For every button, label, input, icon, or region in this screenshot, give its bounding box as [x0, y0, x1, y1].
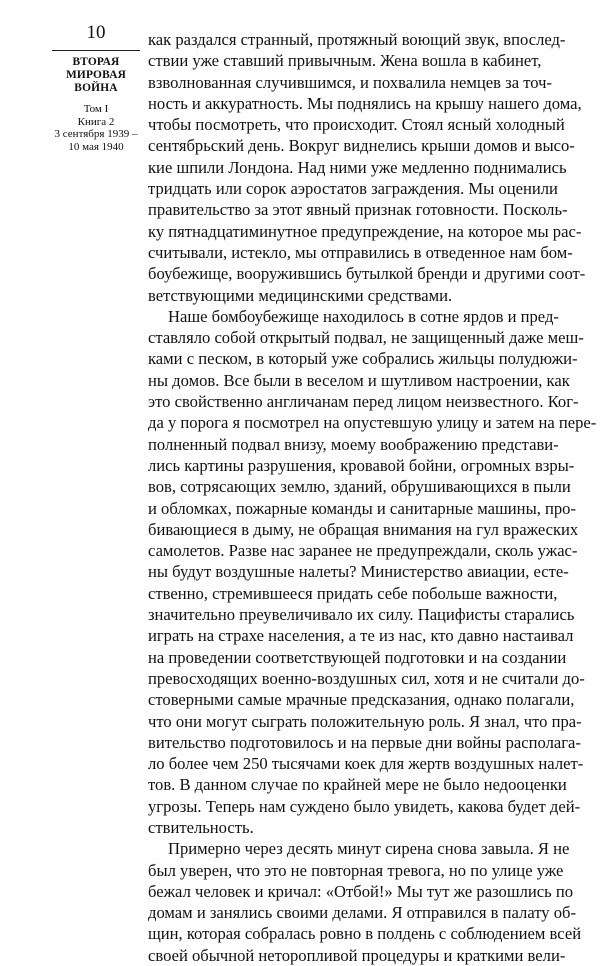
- text-line: полненный подвал внизу, моему воображению представи-: [148, 434, 559, 454]
- text-line: взволнованная случившимся, и похвалила немцев за точ-: [148, 72, 552, 92]
- text-line: да у порога я посмотрел на опустевшую улицу и затем на пере-: [148, 413, 597, 433]
- book-label: Книга 2: [77, 115, 115, 128]
- text-line: сентябрьский день. Вокруг виднелись крыши домов и высо-: [148, 136, 575, 156]
- running-sidebar: [52, 22, 140, 153]
- text-line: угрозы. Теперь нам суждено было увидеть, какова будет дей-: [148, 796, 581, 816]
- text-line: правительство за этот явный признак готовности. Посколь-: [148, 200, 568, 220]
- text-line: ствительность.: [148, 817, 254, 837]
- series-title: [52, 56, 140, 95]
- text-line: боубежище, вооружившись бутылкой бренди и другими соот-: [148, 264, 586, 284]
- text-line: ственно, стремившееся придать себе побольше важности,: [148, 583, 558, 603]
- text-line: как раздался странный, протяжный воющий звук, впослед-: [148, 30, 566, 49]
- series-title-line: ВТОРАЯ: [72, 56, 120, 68]
- date-range-start: 3 сентября 1939 –: [54, 128, 138, 140]
- text-line: ны домов. Все были в веселом и шутливом настроении, как: [148, 370, 570, 390]
- paragraph: [148, 29, 586, 306]
- text-line: тридцать или сорок аэростатов заграждения. Мы оценили: [148, 179, 558, 199]
- text-line: ветствующими медицинскими средствами.: [148, 285, 453, 305]
- text-line: бивающиеся в дыму, не обращая внимания на гул вражеских: [148, 519, 579, 539]
- text-line: тов. В данном случае по крайней мере не было недооценки: [148, 775, 567, 795]
- text-line: считывали, истекло, мы отправились в отведенное нам бом-: [148, 242, 573, 262]
- text-line: ками с песком, в который уже собрались жильцы полудюжи-: [148, 349, 578, 369]
- paragraph: [148, 838, 582, 966]
- text-line: ло более чем 250 тысячами коек для жертв воздушных налет-: [148, 754, 584, 774]
- sidebar-divider: [52, 50, 140, 51]
- text-line: вов, сотрясающих землю, зданий, обрушивающихся в пыли: [148, 477, 571, 497]
- text-line: стоверными самые мрачные предсказания, однако полагали,: [148, 690, 575, 710]
- text-line: Наше бомбоубежище находилось в сотне ярдов и пред-: [168, 306, 559, 326]
- text-line: и обломках, пожарные команды и санитарные машины, про-: [148, 498, 577, 518]
- series-title-line: МИРОВАЯ: [65, 69, 127, 81]
- body-text: [148, 29, 597, 966]
- page-number: 10: [86, 22, 106, 43]
- text-line: значительно преувеличивало их силу. Пацифисты старались: [148, 605, 575, 625]
- text-line: вительство подготовилось и на первые дни войны располага-: [148, 732, 581, 752]
- text-line: это свойственно англичанам перед лицом неизвестного. Ког-: [148, 392, 579, 412]
- text-line: ствии уже ставший привычным. Жена вошла в кабинет,: [148, 51, 542, 71]
- text-line: был уверен, что это не повторная тревога, но по улице уже: [148, 860, 564, 880]
- text-line: лись картины разрушения, кровавой бойни, огромных взры-: [148, 455, 575, 475]
- text-line: превосходящих военно-воздушных сил, хотя и не считали до-: [148, 668, 585, 688]
- volume-label: Том I: [83, 103, 109, 115]
- series-title-line: ВОЙНА: [74, 82, 118, 94]
- text-line: ность и аккуратность. Мы поднялись на крышу нашего дома,: [148, 93, 582, 113]
- date-range-end: 10 мая 1940: [68, 140, 124, 153]
- paragraph: [148, 306, 597, 838]
- text-line: Примерно через десять минут сирена снова завыла. Я не: [168, 839, 570, 859]
- text-line: ку пятнадцатиминутное предупреждение, на которое мы рас-: [148, 221, 582, 241]
- text-line: самолетов. Разве нас заранее не предупреждали, сколь ужас-: [148, 541, 578, 561]
- text-line: чтобы посмотреть, что происходит. Стоял ясный холодный: [148, 115, 565, 135]
- text-line: щин, которая собралась ровно в полдень с соблюдением всей: [148, 924, 582, 944]
- text-line: кие шпили Лондона. Над ними уже медленно поднимались: [148, 157, 567, 177]
- text-line: играть на страхе населения, а те из нас, кто давно настаивал: [148, 626, 574, 646]
- text-line: бежал человек и кричал: «Отбой!» Мы тут же разошлись по: [148, 881, 574, 901]
- text-line: ны будут воздушные налеты? Министерство авиации, есте-: [148, 562, 569, 582]
- text-line: что они могут сыграть положительную роль. Я знал, что пра-: [148, 711, 582, 731]
- text-line: домам и занялись своими делами. Я отправился в палату об-: [148, 903, 577, 923]
- text-line: на проведении соответствующей подготовки и на создании: [148, 647, 567, 667]
- text-line: своей обычной неторопливой процедуры и краткими вели-: [148, 945, 566, 965]
- text-line: ставляло собой открытый подвал, не защищенный даже меш-: [148, 328, 584, 348]
